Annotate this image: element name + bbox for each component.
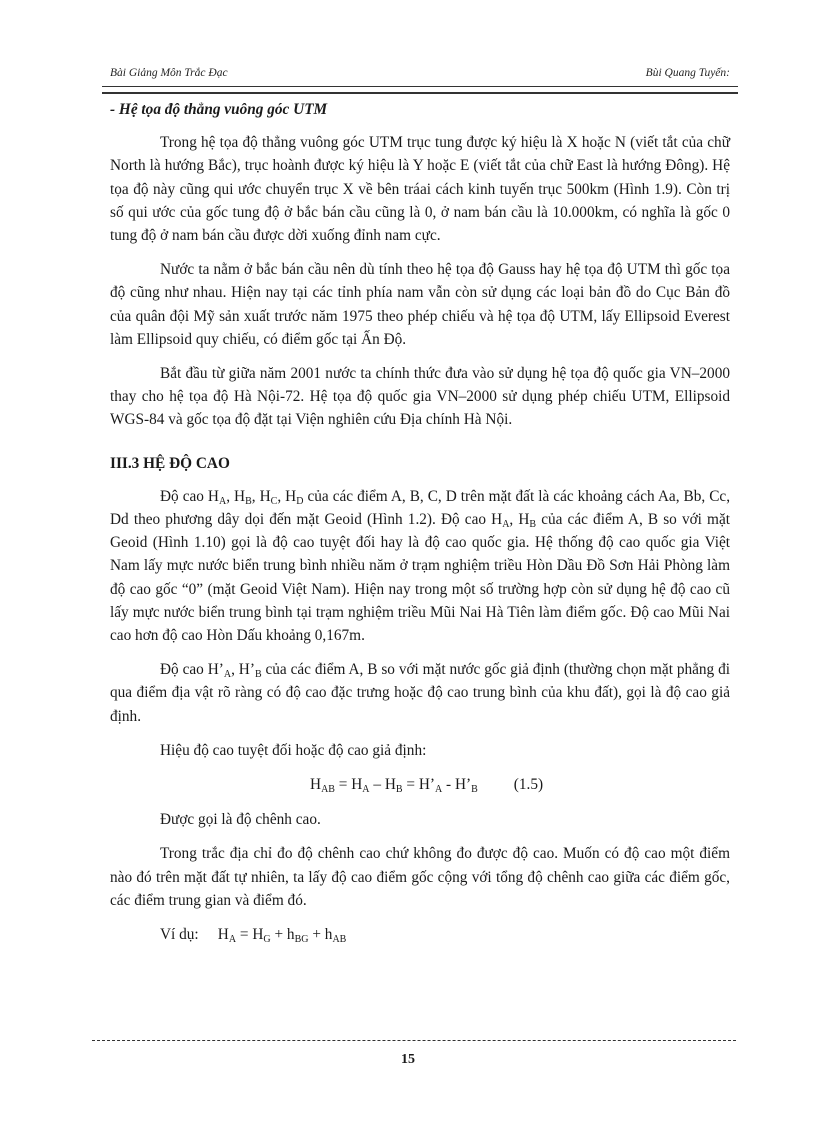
- utm-paragraph-2: Nước ta nằm ở bắc bán cầu nên dù tính theo hệ tọa độ Gauss hay hệ tọa độ UTM thì gốc tọa độ cũng như nhau. Hiện nay tại các tỉnh phía nam vẫn còn sử dụng các loại bản đồ do Cục Bản đồ của quân đội Mỹ sản xuất trước năm 1975 theo phép chiếu và hệ tọa độ UTM, lấy Ellipsoid Everest làm Ellipsoid quy chiếu, có điểm gốc tại Ấn Độ.: [110, 261, 730, 348]
- utm-paragraph-3: Bắt đầu từ giữa năm 2001 nước ta chính thức đưa vào sử dụng hệ tọa độ quốc gia VN–2000 thay cho hệ tọa độ Hà Nội-72. Hệ tọa độ quốc gia VN–2000 sử dụng phép chiếu UTM, Ellipsoid WGS-84 và gốc tọa độ đặt tại Viện nghiên cứu Địa chính Hà Nội.: [110, 365, 730, 429]
- header-divider: [102, 86, 738, 94]
- height-paragraph-4: Được gọi là độ chênh cao.: [160, 811, 321, 829]
- formula-1-5: $H_{AB} = H_A - H_B$ = $H’_A$ - $H’_B$ (1.5): [110, 773, 730, 796]
- header-course-title: Bài Giảng Môn Trắc Đạc: [110, 67, 228, 79]
- height-paragraph-1: Độ cao $H_A$, $H_B$, $H_C$, $H_D$ của các điểm A, B, C, D trên mặt đất là các khoảng cách Aa, Bb, Cc, Dd theo phương dây dọi đến mặt Geoid (Hình 1.2). Độ cao $H_A$, $H_B$ của các điểm A, B so với mặt Geoid (Hình 1.10) gọi là độ cao tuyệt đối hay là độ cao quốc gia. Hệ thống độ cao quốc gia Việt Nam lấy mực nước biển trung bình nhiều năm ở trạm nghiệm triều Hòn Dầu Đồ Sơn Hải Phòng làm độ cao gốc “0” (mặt Geoid Việt Nam). Hiện nay trong một số trường hợp còn sử dụng hệ độ cao cũ lấy mực nước biển trung bình tại trạm nghiệm triều Mũi Nai Hà Tiên làm điểm gốc. Độ cao Mũi Nai cao hơn độ cao Hòn Dấu khoảng 0,167m.: [110, 487, 731, 645]
- height-paragraph-2: Độ cao $H’_A$, $H’_B$ của các điểm A, B so với mặt nước gốc giả định (thường chọn mặt phẳng đi qua điểm địa vật rõ ràng có độ cao đặc trưng hoặc độ cao trung bình của khu đất), gọi là độ cao giả định.: [110, 661, 730, 725]
- utm-subheading: - Hệ tọa độ thẳng vuông góc UTM: [110, 101, 328, 118]
- footer-divider: [92, 1040, 736, 1041]
- utm-paragraph-1: Trong hệ tọa độ thẳng vuông góc UTM trục tung được ký hiệu là X hoặc N (viết tắt của chữ North là hướng Bắc), trục hoành được ký hiệu là Y hoặc E (viết tắt của chữ East là hướng Đông). Hệ tọa độ này cũng qui ước chuyển trục X về bên tráai cách kinh tuyến trục 500km (Hình 1.9). Còn trị số qui ước của gốc tung độ ở bắc bán cầu cũng là 0, ở nam bán cầu là 10.000km, có nghĩa là gốc 0 tung độ ở nam bán cầu được dời xuống đỉnh nam cực.: [110, 134, 730, 245]
- formula-number: (1.5): [513, 776, 544, 794]
- page-content: [110, 94, 730, 957]
- page-number: 15: [401, 1052, 415, 1067]
- example-formula: Ví dụ: $H_A = H_G + h_{BG} + h_{AB}$: [160, 926, 347, 946]
- height-paragraph-3: Hiệu độ cao tuyệt đối hoặc độ cao giả định:: [160, 741, 427, 759]
- section-heading-height-system: III.3 HỆ ĐỘ CAO: [110, 454, 230, 472]
- height-paragraph-5: Trong trắc địa chỉ đo độ chênh cao chứ không đo được độ cao. Muốn có độ cao một điểm nào đó trên mặt đất tự nhiên, ta lấy độ cao điểm gốc cộng với tổng độ chênh cao giữa các điểm gốc, các điểm trung gian và điểm đó.: [110, 845, 730, 909]
- header-author: Bùi Quang Tuyến:: [645, 67, 730, 79]
